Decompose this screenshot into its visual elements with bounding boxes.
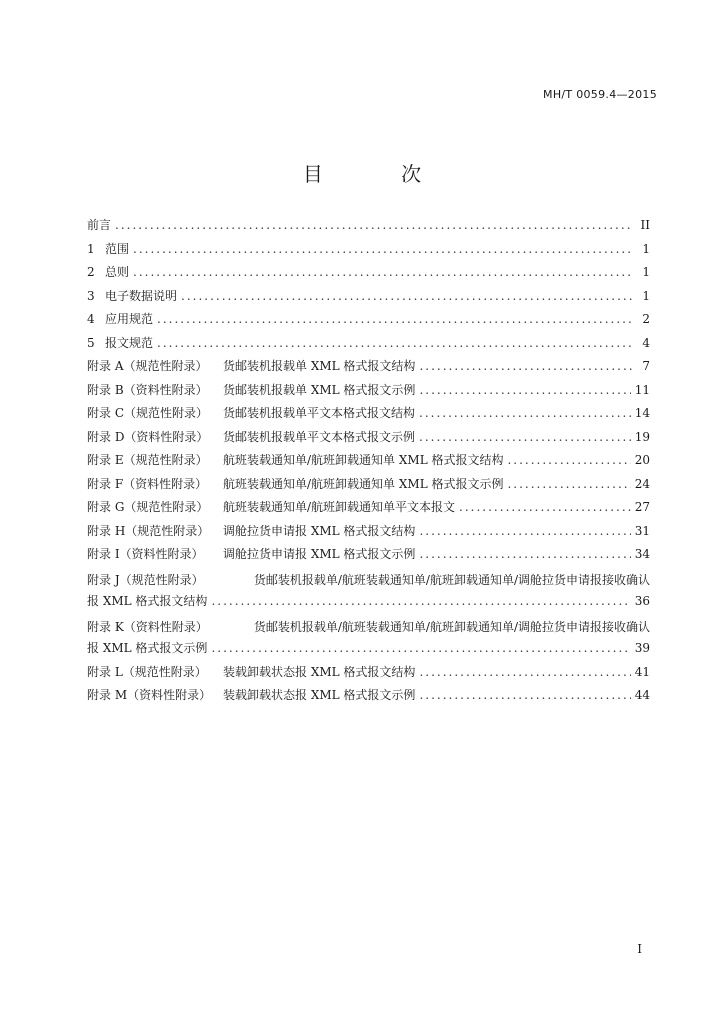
toc-annex-label: 附录 J（规范性附录） [87,572,204,587]
toc-entry-text: 总则 [105,265,130,279]
toc-section-number: 4 [87,312,95,326]
toc-entry-annex-b[interactable] [87,381,650,405]
toc-annex-label: 附录 L（规范性附录） [87,664,207,679]
toc-annex-label: 附录 A（规范性附录） [87,359,208,373]
toc-page-number: 2 [642,312,650,326]
toc-entry-electronic-data[interactable] [87,287,650,311]
toc-annex-label: 附录 D（资料性附录） [87,429,209,444]
toc-leader-dots [419,430,631,444]
toc-page-number: 14 [634,406,650,420]
toc-entry-line [87,639,650,663]
toc-entry-annex-j[interactable] [87,569,650,616]
table-of-contents [87,216,650,710]
toc-entry-general[interactable] [87,263,650,287]
toc-entry-text: 应用规范 [105,312,154,326]
toc-entry-application[interactable] [87,310,650,334]
toc-entry-annex-a[interactable] [87,357,650,381]
toc-entry-text: 报文规范 [105,335,154,350]
toc-leader-dots [157,312,632,326]
toc-page-number: 4 [642,335,650,350]
toc-annex-label: 附录 E（规范性附录） [87,453,208,467]
toc-leader-dots [419,524,630,538]
toc-leader-dots [211,641,630,655]
toc-page-number: 24 [634,476,650,491]
toc-entry-text: 装载卸载状态报 XML 格式报文示例 [223,688,416,702]
toc-entry-text: 调舱拉货申请报 XML 格式报文结构 [223,523,416,538]
toc-annex-label: 附录 H（规范性附录） [87,523,210,538]
toc-entry-text: 货邮装机报载单平文本格式报文结构 [223,406,416,420]
toc-section-number: 3 [87,288,95,303]
toc-page-number: II [640,218,650,232]
toc-leader-dots [181,289,632,303]
toc-entry-text: 前言 [87,218,112,232]
toc-page-number: 7 [642,359,650,373]
toc-entry-annex-c[interactable] [87,404,650,428]
toc-entry-text: 货邮装机报载单平文本格式报文示例 [223,429,416,444]
toc-leader-dots [133,242,632,256]
toc-section-number: 5 [87,335,95,350]
toc-leader-dots [419,547,630,561]
toc-entry-text: 航班装载通知单/航班卸载通知单平文本报文 [223,500,456,514]
toc-leader-dots [211,594,630,608]
toc-leader-dots [419,665,630,679]
toc-page-number: 44 [634,688,650,702]
toc-page-number: 19 [634,429,650,444]
toc-leader-dots [115,218,632,232]
toc-entry-annex-l[interactable] [87,663,650,687]
toc-annex-label: 附录 C（规范性附录） [87,406,208,420]
toc-entry-annex-m[interactable] [87,686,650,710]
toc-leader-dots [419,688,630,702]
toc-entry-annex-d[interactable] [87,428,650,452]
toc-entry-line [87,569,650,593]
toc-entry-annex-g[interactable] [87,498,650,522]
toc-annex-label: 附录 G（规范性附录） [87,500,209,514]
toc-page-number: 20 [634,453,650,467]
toc-page-number: 11 [634,382,650,397]
toc-entry-annex-h[interactable] [87,522,650,546]
toc-entry-text: 货邮装机报载单 XML 格式报文示例 [223,382,416,397]
toc-leader-dots [459,500,631,514]
toc-entry-text: 航班装载通知单/航班卸载通知单 XML 格式报文结构 [223,453,504,467]
toc-annex-label: 附录 K（资料性附录） [87,619,208,634]
toc-entry-line [87,616,650,640]
footer-page-number: I [637,942,642,956]
toc-page-number: 31 [634,523,650,538]
toc-entry-text-continued: 报 XML 格式报文示例 [87,641,208,655]
toc-entry-scope[interactable] [87,240,650,264]
toc-page-number: 36 [634,594,650,608]
toc-entry-text: 装载卸载状态报 XML 格式报文结构 [223,664,416,679]
toc-leader-dots [419,383,630,397]
toc-entry-message-spec[interactable] [87,334,650,358]
toc-leader-dots [133,265,632,279]
toc-page-number: 1 [642,241,650,256]
toc-entry-annex-f[interactable] [87,475,650,499]
toc-page-number: 1 [642,288,650,303]
toc-entry-annex-k[interactable] [87,616,650,663]
toc-leader-dots [157,336,632,350]
toc-entry-text: 货邮装机报载单/航班装载通知单/航班卸载通知单/调舱拉货申请报接收确认 [253,572,650,587]
toc-entry-text: 电子数据说明 [105,288,178,303]
toc-entry-foreword[interactable] [87,216,650,240]
toc-entry-text: 调舱拉货申请报 XML 格式报文示例 [223,547,416,561]
toc-annex-label: 附录 F（资料性附录） [87,476,208,491]
toc-leader-dots [507,453,630,467]
toc-entry-text: 货邮装机报载单 XML 格式报文结构 [223,359,416,373]
toc-leader-dots [419,406,631,420]
toc-entry-text: 航班装载通知单/航班卸载通知单 XML 格式报文示例 [223,476,504,491]
toc-entry-text: 范围 [105,241,130,256]
toc-entry-text-continued: 报 XML 格式报文结构 [87,594,208,608]
toc-leader-dots [507,477,630,491]
toc-annex-label: 附录 M（资料性附录） [87,688,212,702]
toc-annex-label: 附录 B（资料性附录） [87,382,208,397]
toc-entry-annex-e[interactable] [87,451,650,475]
toc-section-number: 2 [87,265,95,279]
standard-code: MH/T 0059.4—2015 [543,88,657,101]
toc-page-number: 1 [642,265,650,279]
page-title: 目 次 [302,162,458,186]
toc-page-number: 27 [634,500,650,514]
toc-entry-line [87,592,650,616]
toc-entry-annex-i[interactable] [87,545,650,569]
toc-annex-label: 附录 I（资料性附录） [87,547,204,561]
toc-page-number: 39 [634,641,650,655]
toc-entry-text: 货邮装机报载单/航班装载通知单/航班卸载通知单/调舱拉货申请报接收确认 [253,619,650,634]
toc-page-number: 41 [634,664,650,679]
toc-section-number: 1 [87,241,95,256]
toc-leader-dots [419,359,632,373]
toc-page-number: 34 [634,547,650,561]
